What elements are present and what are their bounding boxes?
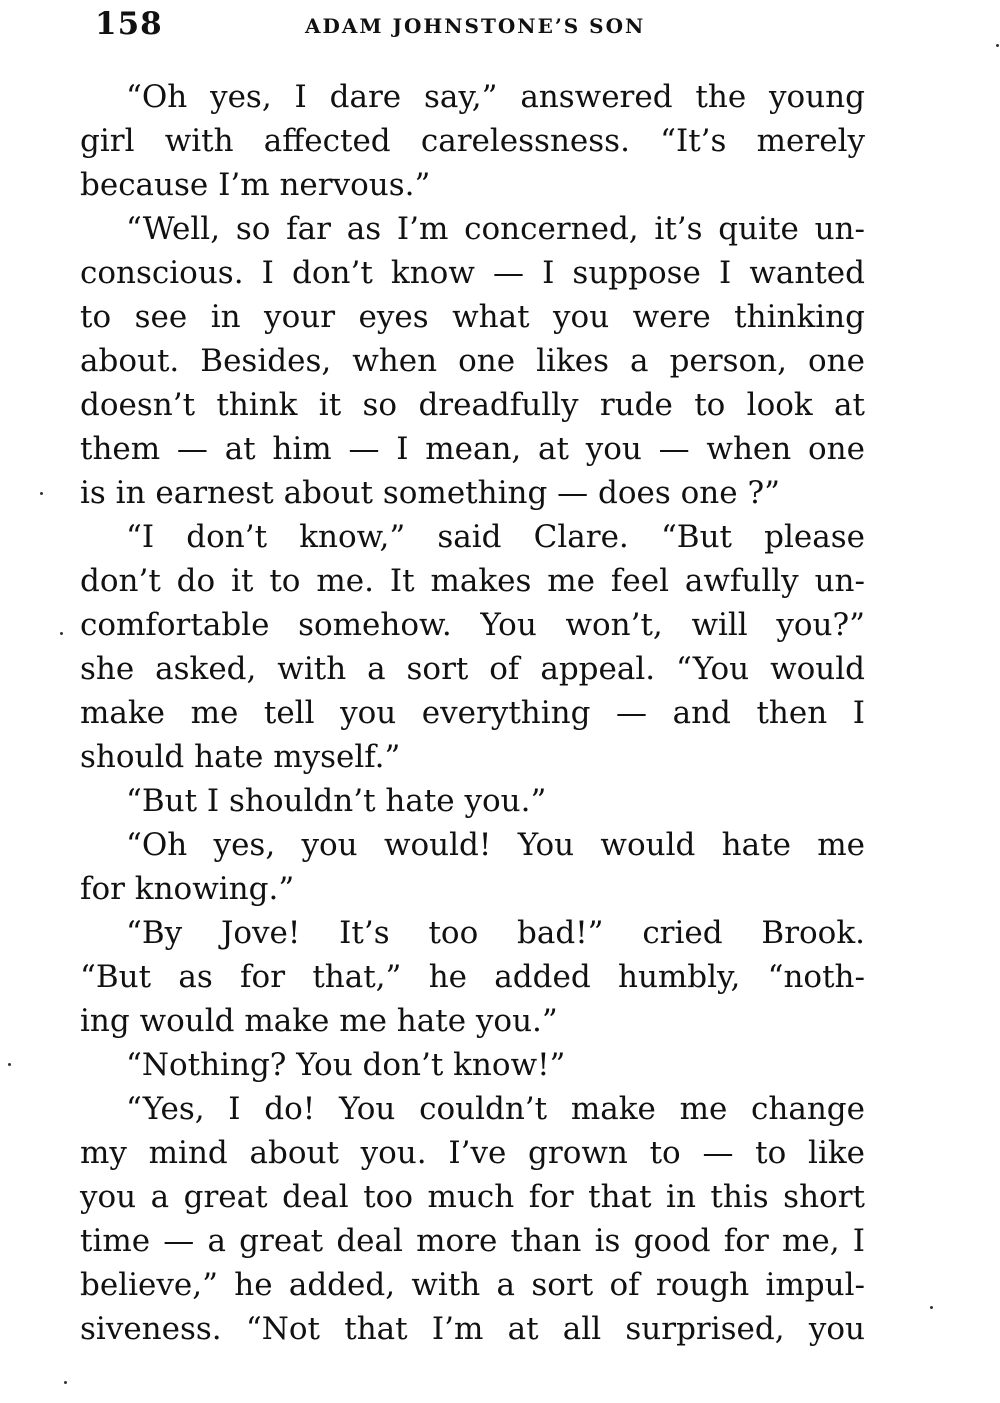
scan-speck	[8, 1063, 11, 1066]
text-line: you a great deal too much for that in this short	[80, 1179, 865, 1215]
body-text	[80, 75, 865, 1351]
text-line: make me tell you everything — and then I	[80, 695, 865, 731]
text-line: “By Jove! It’s too bad!” cried Brook.	[126, 915, 865, 951]
text-line: for knowing.”	[80, 871, 295, 907]
text-line: my mind about you. I’ve grown to — to like	[80, 1135, 865, 1171]
page-header	[95, 6, 875, 46]
text-line: ing would make me hate you.”	[80, 1003, 558, 1039]
text-line: “Nothing? You don’t know!”	[126, 1047, 566, 1083]
scan-speck	[996, 44, 999, 47]
text-line: believe,” he added, with a sort of rough impul-	[80, 1267, 865, 1303]
scan-speck	[930, 1306, 933, 1309]
text-line: don’t do it to me. It makes me feel awfully un-	[80, 563, 865, 599]
running-head: ADAM JOHNSTONE’S SON	[305, 14, 646, 38]
text-line: she asked, with a sort of appeal. “You would	[80, 651, 865, 687]
text-line: “But I shouldn’t hate you.”	[126, 783, 547, 819]
scan-speck	[40, 492, 43, 495]
text-line: “But as for that,” he added humbly, “noth-	[80, 959, 865, 995]
text-line: about. Besides, when one likes a person, one	[80, 343, 865, 379]
text-line: “Yes, I do! You couldn’t make me change	[126, 1091, 865, 1127]
text-line: to see in your eyes what you were thinking	[80, 299, 865, 335]
scan-speck	[60, 632, 63, 635]
text-line: is in earnest about something — does one ?”	[80, 475, 780, 511]
text-line: “Oh yes, you would! You would hate me	[126, 827, 865, 863]
text-line: “Oh yes, I dare say,” answered the young	[126, 79, 865, 115]
text-line: because I’m nervous.”	[80, 167, 431, 203]
scan-speck	[64, 1381, 67, 1384]
text-line: “Well, so far as I’m concerned, it’s quite un-	[126, 211, 865, 247]
text-line: should hate myself.”	[80, 739, 401, 775]
text-line: time — a great deal more than is good for me, I	[80, 1223, 865, 1259]
text-line: siveness. “Not that I’m at all surprised, you	[80, 1311, 865, 1347]
page-number: 158	[95, 6, 163, 42]
text-line: “I don’t know,” said Clare. “But please	[126, 519, 865, 555]
text-line: girl with affected carelessness. “It’s merely	[80, 123, 865, 159]
text-line: them — at him — I mean, at you — when one	[80, 431, 865, 467]
text-line: comfortable somehow. You won’t, will you?”	[80, 607, 865, 643]
text-line: conscious. I don’t know — I suppose I wanted	[80, 255, 865, 291]
text-line: doesn’t think it so dreadfully rude to look at	[80, 387, 865, 423]
